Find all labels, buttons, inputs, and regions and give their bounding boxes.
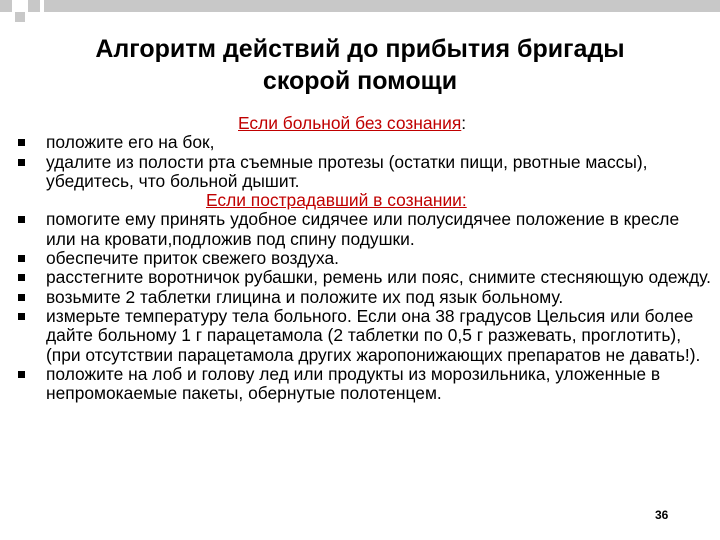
list-item — [18, 153, 712, 192]
list-item — [18, 268, 712, 287]
header-decoration — [0, 0, 720, 30]
decoration-square — [28, 0, 40, 12]
heading-colon: : — [461, 113, 467, 133]
list-item — [18, 365, 712, 404]
slide-title-line-2: скорой помощи — [262, 67, 458, 95]
bullet-icon — [18, 371, 25, 378]
slide-title — [60, 33, 660, 97]
page-number: 36 — [655, 508, 669, 522]
bullet-icon — [18, 294, 25, 301]
bullet-icon — [18, 313, 25, 320]
list-item — [18, 210, 712, 249]
decoration-square — [15, 12, 25, 22]
list-item-text: положите на лоб и голову лед или продукты из морозильника, уложенные в непромокаемые пакеты, обернутые полотенцем. — [46, 363, 661, 404]
list-item-text: измерьте температуру тела больного. Если она 38 градусов Цельсия или более дайте больному 1 г парацетамола (2 таблетки по 0,5 г разжевать, проглотить), (при отсутствии парацетамола других жаропонижающих препаратов не давать!). — [46, 305, 701, 365]
list-item — [18, 133, 712, 152]
list-item-text: положите его на бок, — [46, 132, 215, 153]
list-item-text: возьмите 2 таблетки глицина и положите их под язык больному. — [46, 286, 564, 307]
decoration-square — [0, 0, 12, 12]
slide-title-line-1: Алгоритм действий до прибытия бригады — [95, 35, 625, 63]
list-item — [18, 307, 712, 365]
bullet-icon — [18, 216, 25, 223]
unconscious-heading: Если больной без сознания — [238, 113, 462, 133]
conscious-heading: Если пострадавший в сознании: — [206, 190, 467, 211]
list-item-text: удалите из полости рта съемные протезы (остатки пищи, рвотные массы), убедитесь, что больной дышит. — [46, 151, 648, 191]
slide-content — [18, 114, 712, 403]
conscious-heading-row — [18, 191, 712, 210]
list-item-text: помогите ему принять удобное сидячее или полусидячее положение в кресле или на кровати,подложив под спину подушки. — [46, 209, 680, 249]
unconscious-heading-row — [18, 114, 712, 133]
bullet-icon — [18, 159, 25, 166]
list-item-text: расстегните воротничок рубашки, ремень или пояс, снимите стесняющую одежду. — [46, 267, 711, 288]
decoration-bar — [44, 0, 720, 12]
bullet-icon — [18, 255, 25, 262]
list-item-text: обеспечите приток свежего воздуха. — [46, 248, 339, 269]
bullet-icon — [18, 139, 25, 146]
bullet-icon — [18, 274, 25, 281]
list-item — [18, 288, 712, 307]
list-item — [18, 249, 712, 268]
